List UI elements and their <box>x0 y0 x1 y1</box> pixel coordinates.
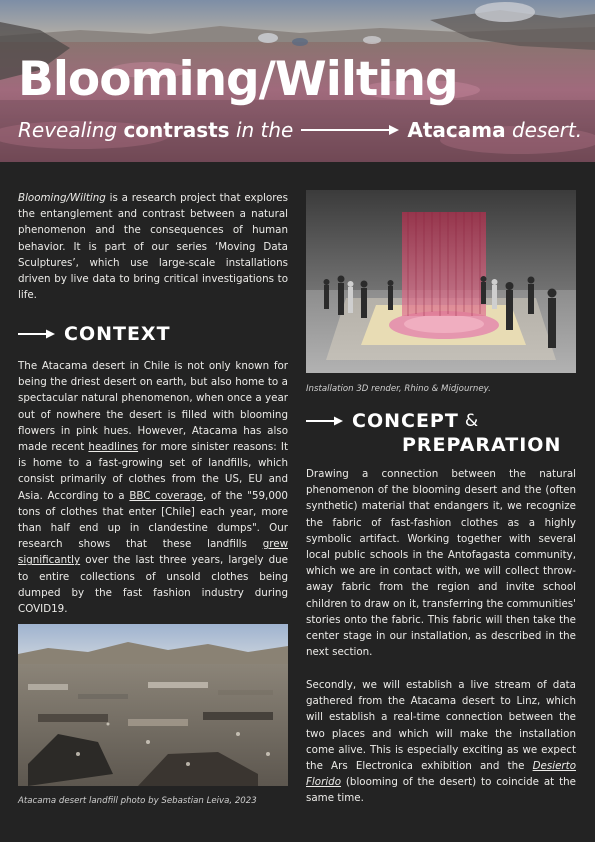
context-paragraph <box>18 358 288 617</box>
landfill-photo-illustration <box>18 624 288 786</box>
hero-subtitle <box>18 116 582 144</box>
hero-banner <box>0 0 595 162</box>
subtitle-word-revealing: Revealing <box>18 118 118 142</box>
intro-text: is a research project that explores the entanglement and contrast between a natural phenomenon and the consequences of human behavior. It is part of our series ‘Moving Data Sculptures’, which use large-scale installations driven by live data to bring critical investigations to life. <box>18 192 289 302</box>
concept-heading-text: CONCEPT <box>352 410 459 432</box>
subtitle-word-in-the: in the <box>235 118 294 142</box>
render-caption: Installation 3D render, Rhino & Midjourney. <box>306 384 491 394</box>
landfill-photo <box>18 624 288 786</box>
arrow-right-icon <box>18 328 56 340</box>
subtitle-word-desert: desert. <box>511 118 583 142</box>
context-text-1: The Atacama desert in Chile is not only known for being the driest desert on earth, but also home to a spectacular natural phenomenon, when once a year out of nowhere the desert is filled with blooming flowers in pink hues. However, Atacama has also made recent <box>18 360 288 454</box>
page-title: Blooming/Wilting <box>18 52 458 107</box>
landfill-caption: Atacama desert landfill photo by Sebastian Leiva, 2023 <box>18 796 257 806</box>
context-text-4: over the last three years, largely due to entire collections of unsold clothes being dumped by the fast fashion industry during COVID19. <box>18 554 288 616</box>
subtitle-word-contrasts: contrasts <box>123 118 230 142</box>
concept-paragraph-2 <box>306 677 576 807</box>
bbc-coverage-link[interactable]: BBC coverage <box>129 489 203 502</box>
preparation-heading: PREPARATION <box>402 434 562 456</box>
concept-heading <box>306 410 479 432</box>
grew-significantly-link[interactable]: grew significantly <box>18 538 288 567</box>
headlines-link[interactable]: headlines <box>88 441 139 454</box>
intro-paragraph <box>18 190 288 303</box>
concept-text-2a: Secondly, we will establish a live stream of data gathered from the Atacama desert to Linz, which will establish a real-time connection between the two places and which will make the installation come alive. This is especially exciting as we expect the Ars Electronica exhibition and the <box>306 679 576 773</box>
long-arrow-icon <box>301 123 401 137</box>
context-heading-text: CONTEXT <box>64 323 171 345</box>
context-heading <box>18 323 171 345</box>
context-text-3: , of the "59,000 tons of clothes that enter [Chile] each year, more than half end up in clandestine dumps". Our research shows that these landfills <box>18 489 288 551</box>
desierto-florido-link[interactable]: Desierto Florido <box>306 760 577 789</box>
subtitle-word-atacama: Atacama <box>407 118 506 142</box>
installation-render-image <box>306 190 576 373</box>
concept-paragraph-1: Drawing a connection between the natural phenomenon of the blooming desert and the (often synthetic) material that endangers it, we recognize the fabric of fast-fashion clothes as a highly symbolic artifact. Working together with several local public schools in the Antofagasta community, which we are in contact with, we will collect throw-away fabric from the region and invite school children to draw on it, transferring the communities' stories onto the fabric. This fabric will then take the center stage in our installation, as described in the next section. <box>306 468 576 659</box>
installation-render-illustration <box>306 190 576 373</box>
ampersand: & <box>464 411 480 431</box>
concept-text-2b: (blooming of the desert) to coincide at the same time. <box>306 776 576 805</box>
context-text-2: for more sinister reasons: It is home to a fast-growing set of landfills, which consist primarily of clothes from the US, EU and Asia. According to a <box>18 441 288 502</box>
arrow-right-icon <box>306 415 344 427</box>
project-name: Blooming/Wilting <box>18 192 106 204</box>
